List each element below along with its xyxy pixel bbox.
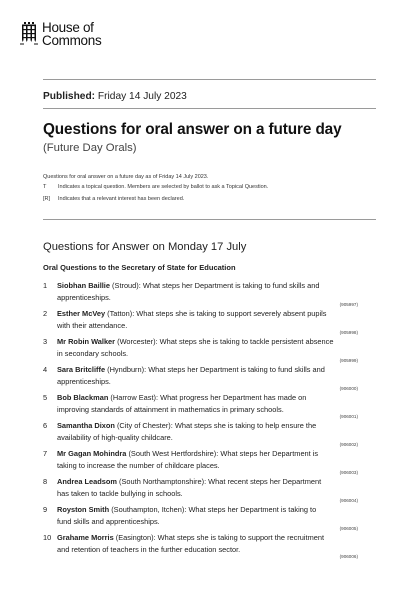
question-number: 5: [43, 393, 48, 402]
question-line2: apprenticeships.: [57, 376, 111, 386]
constituency: (Tatton):: [107, 309, 135, 318]
page-subtitle: (Future Day Orals): [43, 142, 137, 154]
question-code: (906000): [339, 386, 358, 391]
member-name: Grahame Morris: [57, 533, 114, 542]
key-symbol: T: [43, 184, 47, 190]
question-number: 3: [43, 337, 48, 346]
constituency: (Easington):: [115, 533, 156, 542]
logo-line1: House of: [42, 20, 94, 35]
question-line1: What steps her Department is taking to: [186, 505, 317, 514]
question-line2: in secondary schools.: [57, 348, 129, 358]
constituency: (South West Hertfordshire):: [128, 449, 219, 458]
question-text: [57, 308, 335, 332]
key-text: Indicates a topical question. Members are selected by ballot to ask a Topical Question.: [58, 184, 269, 190]
member-name: Royston Smith: [57, 505, 110, 514]
question-code: (905998): [339, 330, 358, 335]
logo-line2: Commons: [42, 32, 102, 48]
question-line1: What steps she is taking to support the recruitment: [155, 533, 325, 542]
published-label: Published:: [43, 91, 96, 102]
question-code: (906002): [339, 442, 358, 447]
member-name: Samantha Dixon: [57, 421, 115, 430]
question-text: [57, 364, 335, 388]
question-code: (906006): [339, 554, 358, 559]
sub-heading: Oral Questions to the Secretary of State for Education: [43, 263, 236, 272]
section-heading: Questions for Answer on Monday 17 July: [43, 241, 247, 253]
question-line2: and retention of teachers in the further education sector.: [57, 544, 241, 554]
question-number: 2: [43, 309, 48, 318]
house-of-commons-logo: [20, 22, 101, 47]
question-line2: has taken to tackle bullying in schools.: [57, 488, 183, 498]
published-date: Friday 14 July 2023: [97, 91, 187, 102]
constituency: (Worcester):: [117, 337, 158, 346]
question-line1: What recent steps her Department: [206, 477, 322, 486]
divider: [43, 108, 376, 109]
question-line1: What steps she is taking to tackle persistent absence: [157, 337, 334, 346]
constituency: (Stroud):: [112, 281, 141, 290]
divider: [43, 79, 376, 80]
published-line: [43, 91, 187, 102]
question-line1: What steps her Department is: [218, 449, 319, 458]
member-name: Mr Robin Walker: [57, 337, 116, 346]
question-code: (906004): [339, 498, 358, 503]
question-number: 6: [43, 421, 48, 430]
constituency: (South Northamptonshire):: [119, 477, 207, 486]
question-line2: availability of high-quality childcare.: [57, 432, 173, 442]
portcullis-icon: [20, 22, 38, 46]
constituency: (Hyndburn):: [107, 365, 147, 374]
question-text: [57, 420, 335, 444]
question-number: 1: [43, 281, 48, 290]
question-line2: with their attendance.: [57, 320, 128, 330]
member-name: Esther McVey: [57, 309, 106, 318]
question-line2: apprenticeships.: [57, 292, 111, 302]
key-topical: [43, 184, 268, 190]
question-number: 4: [43, 365, 48, 374]
question-line1: What progress her Department has made on: [158, 393, 307, 402]
question-code: (906003): [339, 470, 358, 475]
question-number: 7: [43, 449, 48, 458]
question-text: [57, 336, 335, 360]
question-text: [57, 280, 335, 304]
question-line2: fund skills and apprenticeships.: [57, 516, 160, 526]
question-code: (905999): [339, 358, 358, 363]
key-symbol: [R]: [43, 196, 51, 202]
question-line2: taking to increase the number of childcare places.: [57, 460, 220, 470]
page-title: Questions for oral answer on a future day: [43, 121, 342, 138]
question-number: 8: [43, 477, 48, 486]
question-text: [57, 504, 335, 528]
divider: [43, 219, 376, 220]
question-code: (906001): [339, 414, 358, 419]
constituency: (Southampton, Itchen):: [111, 505, 187, 514]
constituency: (City of Chester):: [116, 421, 173, 430]
question-number: 9: [43, 505, 48, 514]
question-text: [57, 476, 335, 500]
question-code: (905997): [339, 302, 358, 307]
question-line1: What steps her Department is taking to fund skills and: [146, 365, 325, 374]
key-text: Indicates that a relevant interest has been declared.: [58, 196, 185, 202]
member-name: Mr Gagan Mohindra: [57, 449, 127, 458]
member-name: Sara Britcliffe: [57, 365, 106, 374]
intro-text: Questions for oral answer on a future day as of Friday 14 July 2023.: [43, 174, 209, 180]
member-name: Siobhan Baillie: [57, 281, 110, 290]
member-name: Andrea Leadsom: [57, 477, 117, 486]
question-text: [57, 532, 335, 556]
key-interest: [43, 196, 184, 202]
question-line1: What steps she is taking to support severely absent pupils: [134, 309, 327, 318]
member-name: Bob Blackman: [57, 393, 109, 402]
question-text: [57, 448, 335, 472]
question-line1: What steps her Department is taking to fund skills and: [140, 281, 320, 290]
question-code: (906005): [339, 526, 358, 531]
question-number: 10: [43, 533, 52, 542]
question-line1: What steps she is taking to help ensure the: [172, 421, 317, 430]
question-line2: improving standards of attainment in mathematics in primary schools.: [57, 404, 284, 414]
constituency: (Harrow East):: [110, 393, 159, 402]
question-text: [57, 392, 335, 416]
